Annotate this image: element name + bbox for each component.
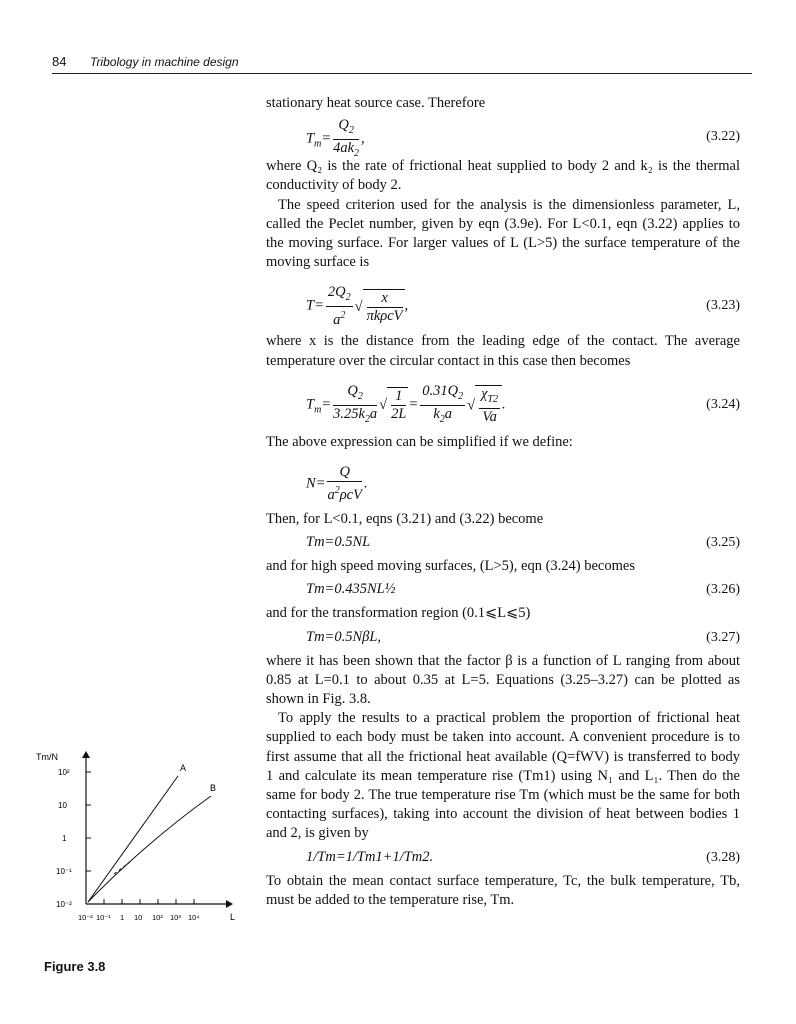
curve-A [88, 776, 178, 902]
y-tick-label: 10² [58, 768, 70, 777]
equation-number: (3.23) [706, 298, 740, 314]
equation-3-27: Tm=0.5NβL, (3.27) [266, 628, 740, 652]
y-tick-label: 10⁻¹ [56, 867, 72, 876]
y-arrow [82, 751, 90, 758]
paragraph: where Q₂ is the rate of frictional heat supplied to body 2 and k₂ is the thermal conductivity of body 2. [266, 158, 740, 194]
equation-number: (3.25) [706, 535, 740, 551]
curve-B [88, 796, 211, 902]
equation-3-23: T= $\frac{2Q_2}{a^2}$ √ $\frac{x}{\text{πkρcV}}$ , (3.23) [306, 284, 740, 329]
figure-3-8 [26, 738, 246, 958]
x-arrow [226, 900, 233, 908]
figure-plot [26, 738, 246, 958]
paragraph: and for the transformation region (0.1⩽L⩽5) [266, 605, 531, 622]
x-tick-label: 10⁻² [78, 913, 93, 922]
x-tick-label: 10² [152, 913, 163, 922]
main-text [266, 94, 740, 910]
equation-3-26: Tm=0.435NL½ (3.26) [266, 580, 740, 604]
equation-N-definition: N= $\frac{Q}{a^2\rho cV}$ . [306, 464, 368, 503]
x-tick-label: 10 [134, 913, 143, 922]
equation-number: (3.24) [706, 396, 740, 412]
equation-number: (3.27) [706, 629, 740, 645]
curve-label-a: A [180, 763, 187, 773]
x-tick-label: 10³ [170, 913, 181, 922]
equation-3-24: $T_m=$ $\frac{Q_2}{3.25k_2a}$ √ $\frac{1}{2L}$ = $\frac{0.31Q_2}{k_2a}$ √ $\frac{\chi_{T2}}{Va}$ . (3.24) [306, 382, 740, 425]
paragraph: where x is the distance from the leading edge of the contact. The average temperature over the circular contact in this case then becomes [266, 333, 740, 369]
y-tick-label: 10 [58, 801, 67, 810]
x-axis-label: L [230, 912, 236, 922]
figure-caption: Figure 3.8 [44, 959, 106, 974]
x-tick-label: 10⁴ [188, 913, 200, 922]
paragraph: The speed criterion used for the analysis is the dimensionless parameter, L, called the Peclet number, given by eqn (3.9e). For L<0.1, eqn (3.22) applies to the moving surface. For larger values of L (L>5) the surface temperature of the moving surface is [266, 196, 740, 271]
x-tick-label: 1 [120, 913, 125, 922]
equation-3-28: 1/Tm=1/Tm1+1/Tm2. (3.28) [266, 848, 740, 872]
x-tick-label: 10⁻¹ [96, 913, 111, 922]
equation-3-25: Tm=0.5NL (3.25) [266, 533, 740, 557]
paragraph: and for high speed moving surfaces, (L>5), eqn (3.24) becomes [266, 558, 635, 575]
equation-number: (3.22) [706, 129, 740, 145]
y-tick-label: 1 [62, 834, 67, 843]
header-rule [52, 73, 752, 74]
book-title: Tribology in machine design [90, 55, 239, 69]
paragraph: where it has been shown that the factor β is a function of L ranging from about 0.85 at L=0.1 to about 0.35 at L=5. Equations (3.25–3.27) can be plotted as shown in Fig. 3.8. [266, 652, 740, 708]
y-tick-label: 10⁻² [56, 900, 72, 909]
paragraph: Then, for L<0.1, eqns (3.21) and (3.22) become [266, 511, 544, 528]
equation-number: (3.28) [706, 849, 740, 865]
paragraph: To apply the results to a practical problem the proportion of frictional heat supplied to each body must be taken into account. A convenient procedure is to first assume that all the frictional heat available (Q=fWV) is transferred to body 1 and calculate its mean temperature rise (Tm1) using N₁ and L₁. Then do the same for body 2. The true temperature rise Tm (which must be the same for both contacting surfaces), taking into account the division of heat between bodies 1 and 2, is given by [266, 710, 740, 842]
y-axis-label: Tm/N [36, 752, 58, 762]
page-number: 84 [52, 54, 67, 69]
paragraph: The above expression can be simplified if we define: [266, 433, 573, 450]
paragraph: stationary heat source case. Therefore [266, 95, 486, 111]
curve-label-b: B [210, 783, 217, 793]
equation-number: (3.26) [706, 582, 740, 598]
paragraph: To obtain the mean contact surface temperature, Tc, the bulk temperature, Tb, must be added to the temperature rise, Tm. [266, 872, 740, 908]
equation-3-22: $T_m=$ $\frac{Q_2}{4ak_2}$ , (3.22) [306, 117, 740, 159]
